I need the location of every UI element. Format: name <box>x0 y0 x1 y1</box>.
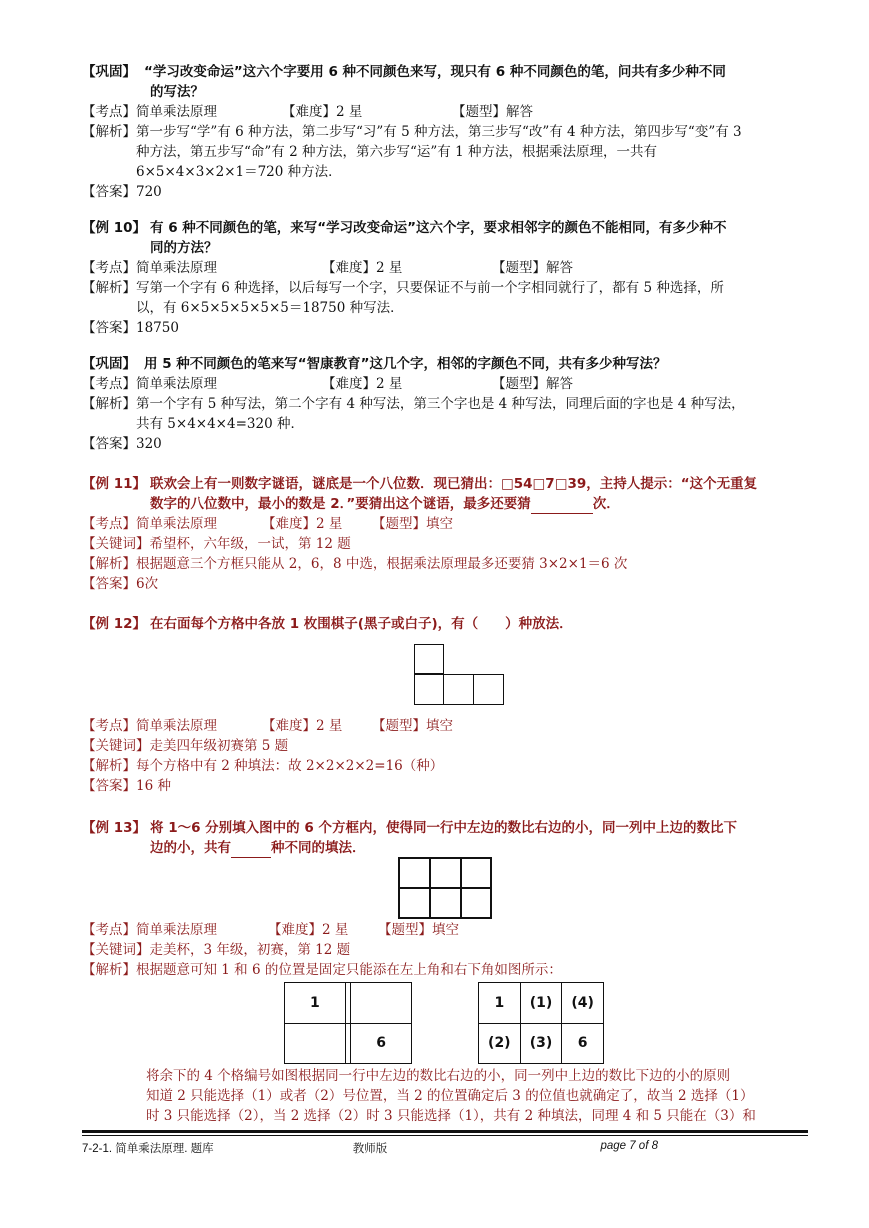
analysis-line: 第一个字有 5 种写法，第二个字有 4 种写法，第三个字也是 4 种写法，同理后面的字也是 4 种写法， <box>136 396 745 412</box>
analysis-line: 每个方格中有 2 种填法：故 2×2×2×2=16（种） <box>136 758 444 774</box>
analysis-tag: 【解析】 <box>82 962 136 978</box>
question-text: 联欢会上有一则数字谜语，谜底是一个八位数．现已猜出：□54□7□39，主持人提示：“这个无重复 <box>150 476 758 492</box>
page-footer <box>82 1130 808 1156</box>
grid-cell <box>351 983 412 1024</box>
grid-cell: (1) <box>520 983 562 1024</box>
answer-tag: 【答案】 <box>82 778 136 794</box>
difficulty: 【难度】2 星 <box>322 376 403 392</box>
kaodian: 【考点】简单乘法原理 <box>82 718 217 734</box>
analysis-line: 以，有 6×5×5×5×5×5＝18750 种写法． <box>136 300 404 316</box>
answer-tag: 【答案】 <box>82 436 136 452</box>
question-type: 【题型】解答 <box>452 104 533 120</box>
analysis-line: 6×5×4×3×2×1＝720 种方法． <box>136 164 342 180</box>
footer-rule-thin <box>82 1135 808 1136</box>
grid-cell: 6 <box>562 1023 604 1064</box>
question-tag: 【例 12】 <box>82 616 146 632</box>
analysis-line: 时 3 只能选择（2），当 2 选择（2）时 3 只能选择（1），共有 2 种填法，同理 4 和 5 只能在（3）和 <box>146 1108 756 1124</box>
analysis-tag: 【解析】 <box>82 758 136 774</box>
l-shape-grid <box>414 644 506 706</box>
example-13 <box>82 818 808 858</box>
keyword-line: 【关键词】走美杯，3 年级，初赛，第 12 题 <box>82 942 351 958</box>
answer-value: 320 <box>136 436 162 452</box>
question-text-end: 次． <box>592 496 620 512</box>
analysis-line: 根据题意三个方框只能从 2，6，8 中选，根据乘法原理最多还要猜 3×2×1＝6 次 <box>136 556 628 572</box>
question-text: 有 6 种不同颜色的笔，来写“学习改变命运”这六个字，要求相邻字的颜色不能相同，有多少种不 <box>150 220 727 236</box>
grid-cell: (2) <box>479 1023 521 1064</box>
answer-value: 720 <box>136 184 162 200</box>
question-tag: 【例 11】 <box>82 476 146 492</box>
answer-value: 6次 <box>136 576 159 592</box>
question-text-cont: 同的方法？ <box>150 240 218 256</box>
example-12-analysis <box>82 716 808 796</box>
example-11 <box>82 474 808 594</box>
grid-cell: (3) <box>520 1023 562 1064</box>
grid-cell: 6 <box>351 1023 412 1064</box>
answer-blank <box>231 838 271 858</box>
question-text: 将 1～6 分别填入图中的 6 个方框内，使得同一行中左边的数比右边的小，同一列中上边的数比下 <box>150 820 737 836</box>
difficulty: 【难度】2 星 <box>262 516 343 532</box>
question-text: 在右面每个方格中各放 1 枚围棋子(黑子或白子)，有（ ）种放法． <box>150 616 573 632</box>
keyword-line: 【关键词】走美四年级初赛第 5 题 <box>82 738 289 754</box>
question-text-end: 种不同的填法． <box>271 840 366 856</box>
question-text: “学习改变命运”这六个字要用 6 种不同颜色来写，现只有 6 种不同颜色的笔，问共有多少种不同 <box>144 64 726 80</box>
example-13-analysis <box>82 920 808 980</box>
kaodian: 【考点】简单乘法原理 <box>82 104 217 120</box>
answer-tag: 【答案】 <box>82 320 136 336</box>
difficulty: 【难度】2 星 <box>268 922 349 938</box>
question-tag: 【巩固】 <box>82 356 136 372</box>
consolidate-1 <box>82 62 808 202</box>
example-12 <box>82 614 808 634</box>
analysis-tag: 【解析】 <box>82 396 136 412</box>
difficulty: 【难度】2 星 <box>322 260 403 276</box>
footer-edition: 教师版 <box>352 1143 388 1155</box>
question-text-cont: 的写法？ <box>150 84 204 100</box>
analysis-tag: 【解析】 <box>82 280 136 296</box>
empty-grid-2x3 <box>398 857 492 919</box>
analysis-line: 种方法，第五步写“命”有 2 种方法，第六步写“运”有 1 种方法，根据乘法原理，一共有 <box>136 144 657 160</box>
grid-cell: (4) <box>562 983 604 1024</box>
answer-value: 18750 <box>136 320 179 336</box>
example-10 <box>82 218 808 338</box>
question-type: 【题型】填空 <box>372 718 453 734</box>
solution-grid-left <box>284 982 412 1064</box>
kaodian: 【考点】简单乘法原理 <box>82 516 217 532</box>
grid-cell: 1 <box>285 983 346 1024</box>
question-text-cont: 数字的八位数中，最小的数是 2．”要猜出这个谜语，最多还要猜 <box>150 496 531 512</box>
analysis-line: 将余下的 4 个格编号如图根据同一行中左边的数比右边的小，同一列中上边的数比下边的小的原则 <box>146 1068 731 1084</box>
analysis-tag: 【解析】 <box>82 556 136 572</box>
question-type: 【题型】解答 <box>492 376 573 392</box>
footer-rule <box>82 1130 808 1133</box>
kaodian: 【考点】简单乘法原理 <box>82 260 217 276</box>
answer-blank <box>531 494 593 514</box>
difficulty: 【难度】2 星 <box>282 104 363 120</box>
analysis-line: 根据题意可知 1 和 6 的位置是固定只能添在左上角和右下角如图所示： <box>136 962 562 978</box>
question-tag: 【例 13】 <box>82 820 146 836</box>
answer-tag: 【答案】 <box>82 184 136 200</box>
answer-tag: 【答案】 <box>82 576 136 592</box>
analysis-line: 共有 5×4×4×4=320 种． <box>136 416 304 432</box>
example-13-analysis-cont <box>146 1066 808 1126</box>
question-tag: 【巩固】 <box>82 64 136 80</box>
footer-page-number: page 7 of 8 <box>600 1140 658 1152</box>
consolidate-2 <box>82 354 808 454</box>
solution-grid-right <box>478 982 604 1064</box>
kaodian: 【考点】简单乘法原理 <box>82 376 217 392</box>
analysis-tag: 【解析】 <box>82 124 136 140</box>
answer-value: 16 种 <box>136 778 171 794</box>
analysis-line: 知道 2 只能选择（1）或者（2）号位置，当 2 的位置确定后 3 的位值也就确定了，故当 2 选择（1） <box>146 1088 754 1104</box>
question-type: 【题型】填空 <box>378 922 459 938</box>
analysis-line: 第一步写“学”有 6 种方法，第二步写“习”有 5 种方法，第三步写“改”有 4 种方法，第四步写“变”有 3 <box>136 124 742 140</box>
question-type: 【题型】填空 <box>372 516 453 532</box>
question-tag: 【例 10】 <box>82 220 146 236</box>
footer-doc-title: 7-2-1. 简单乘法原理. 题库 <box>82 1143 214 1155</box>
kaodian: 【考点】简单乘法原理 <box>82 922 217 938</box>
question-text-cont: 边的小，共有 <box>150 840 231 856</box>
analysis-line: 写第一个字有 6 种选择，以后每写一个字，只要保证不与前一个字相同就行了，都有 5 种选择，所 <box>136 280 724 296</box>
keyword-line: 【关键词】希望杯，六年级，一试，第 12 题 <box>82 536 351 552</box>
grid-cell <box>285 1023 346 1064</box>
question-type: 【题型】解答 <box>492 260 573 276</box>
difficulty: 【难度】2 星 <box>262 718 343 734</box>
question-text: 用 5 种不同颜色的笔来写“智康教育”这几个字，相邻的字颜色不同，共有多少种写法？ <box>144 356 667 372</box>
grid-cell: 1 <box>479 983 521 1024</box>
